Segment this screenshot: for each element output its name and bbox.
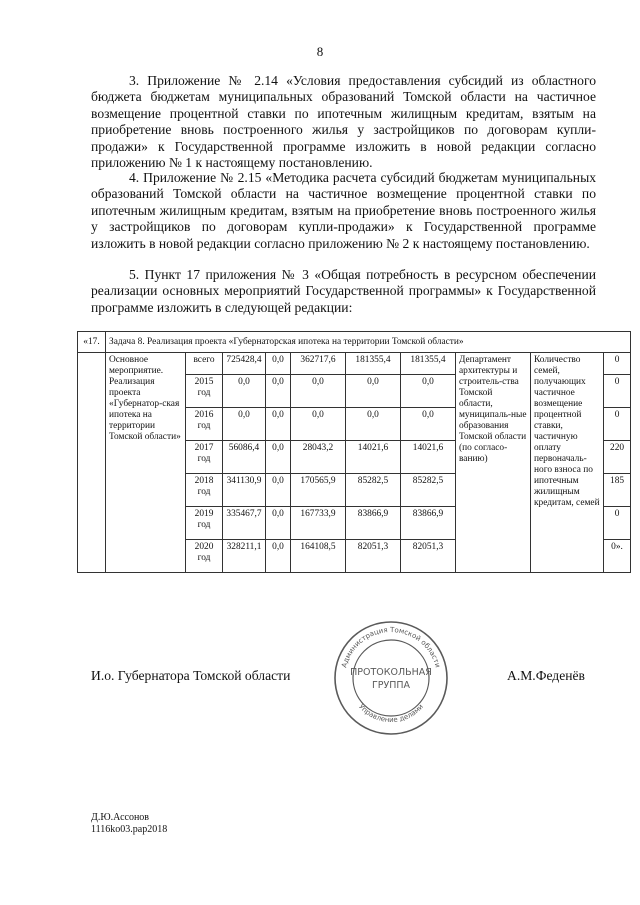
- federal-cell: 0,0: [266, 441, 291, 474]
- protocol-stamp: [331, 618, 451, 738]
- federal-cell: 0,0: [266, 507, 291, 540]
- row-number-cell: «17.: [78, 332, 106, 353]
- stamp-center-line2: ГРУППА: [371, 680, 411, 691]
- value-cell: 0: [604, 507, 631, 540]
- local-cell: 14021,6: [346, 441, 401, 474]
- footer-author: Д.Ю.Ассонов: [91, 812, 150, 823]
- regional-cell: 164108,5: [291, 540, 346, 573]
- year-cell: всего: [186, 353, 223, 375]
- other-cell: 82051,3: [401, 540, 456, 573]
- total-cell: 725428,4: [223, 353, 266, 375]
- signer-position: И.о. Губернатора Томской области: [91, 668, 291, 683]
- empty-cell: [78, 353, 106, 573]
- year-cell: 2018 год: [186, 474, 223, 507]
- stamp-ring-bottom-text: Управление делами: [357, 702, 425, 725]
- year-cell: 2015 год: [186, 375, 223, 408]
- local-cell: 82051,3: [346, 540, 401, 573]
- total-cell: 56086,4: [223, 441, 266, 474]
- signer-name: А.М.Феденёв: [507, 668, 585, 683]
- page-number: 8: [316, 44, 324, 59]
- indicator-cell: Количество семей, получающих частичное возмещение процентной ставки, частичную оплату первоначаль-ного взноса по ипотечным жилищным кредитам, семей: [531, 353, 604, 573]
- other-cell: 85282,5: [401, 474, 456, 507]
- local-cell: 181355,4: [346, 353, 401, 375]
- federal-cell: 0,0: [266, 408, 291, 441]
- stamp-ring-top-text: Администрация Томской области: [340, 625, 442, 669]
- federal-cell: 0,0: [266, 375, 291, 408]
- value-cell: 0».: [604, 540, 631, 573]
- regional-cell: 0,0: [291, 408, 346, 441]
- other-cell: 181355,4: [401, 353, 456, 375]
- value-cell: 220: [604, 441, 631, 474]
- table-row: [78, 353, 631, 375]
- activity-cell: Основное мероприятие. Реализация проекта «Губернатор-ская ипотека на территории Томской области»: [106, 353, 186, 573]
- value-cell: 0: [604, 375, 631, 408]
- total-cell: 0,0: [223, 375, 266, 408]
- total-cell: 341130,9: [223, 474, 266, 507]
- regional-cell: 362717,6: [291, 353, 346, 375]
- total-cell: 335467,7: [223, 507, 266, 540]
- year-cell: 2019 год: [186, 507, 223, 540]
- year-cell: 2017 год: [186, 441, 223, 474]
- table-header-row: [78, 332, 631, 353]
- task-title-cell: Задача 8. Реализация проекта «Губернаторская ипотека на территории Томской области»: [106, 332, 631, 353]
- federal-cell: 0,0: [266, 540, 291, 573]
- local-cell: 85282,5: [346, 474, 401, 507]
- regional-cell: 28043,2: [291, 441, 346, 474]
- value-cell: 0: [604, 353, 631, 375]
- federal-cell: 0,0: [266, 353, 291, 375]
- year-cell: 2020 год: [186, 540, 223, 573]
- footer-file: 1116ko03.pap2018: [91, 824, 168, 835]
- regional-cell: 167733,9: [291, 507, 346, 540]
- paragraph-item-3: 3. Приложение № 2.14 «Условия предоставления субсидий из областного бюджета бюджетам муниципальных образований Томской области на частичное возмещение процентной ставки по ипотечным жилищным кредитам, взятым на приобретение вновь построенного жилья у застройщиков по договорам купли-продажи» к Государственной программе изложить в новой редакции согласно приложению № 1 к настоящему постановлению.: [91, 73, 596, 171]
- other-cell: 0,0: [401, 408, 456, 441]
- year-cell: 2016 год: [186, 408, 223, 441]
- regional-cell: 0,0: [291, 375, 346, 408]
- other-cell: 83866,9: [401, 507, 456, 540]
- total-cell: 0,0: [223, 408, 266, 441]
- value-cell: 0: [604, 408, 631, 441]
- paragraph-item-4: 4. Приложение № 2.15 «Методика расчета субсидий бюджетам муниципальных образований Томской области на частичное возмещение процентной ставки по ипотечным жилищным кредитам, взятым на приобретение вновь построенного жилья у застройщиков по договорам купли-продажи» к Государственной программе изложить в новой редакции согласно приложению № 2 к настоящему постановлению.: [91, 170, 596, 251]
- regional-cell: 170565,9: [291, 474, 346, 507]
- value-cell: 185: [604, 474, 631, 507]
- executor-cell: Департамент архитектуры и строитель-ства Томской области, муниципаль-ные образования Томской области (по согласо-ванию): [456, 353, 531, 573]
- other-cell: 0,0: [401, 375, 456, 408]
- resource-table: [77, 331, 631, 573]
- local-cell: 83866,9: [346, 507, 401, 540]
- total-cell: 328211,1: [223, 540, 266, 573]
- local-cell: 0,0: [346, 408, 401, 441]
- local-cell: 0,0: [346, 375, 401, 408]
- federal-cell: 0,0: [266, 474, 291, 507]
- other-cell: 14021,6: [401, 441, 456, 474]
- paragraph-item-5: 5. Пункт 17 приложения № 3 «Общая потребность в ресурсном обеспечении реализации основных мероприятий Государственной программы» к Государственной программе изложить в следующей редакции:: [91, 267, 596, 315]
- stamp-center-line1: ПРОТОКОЛЬНАЯ: [350, 667, 432, 678]
